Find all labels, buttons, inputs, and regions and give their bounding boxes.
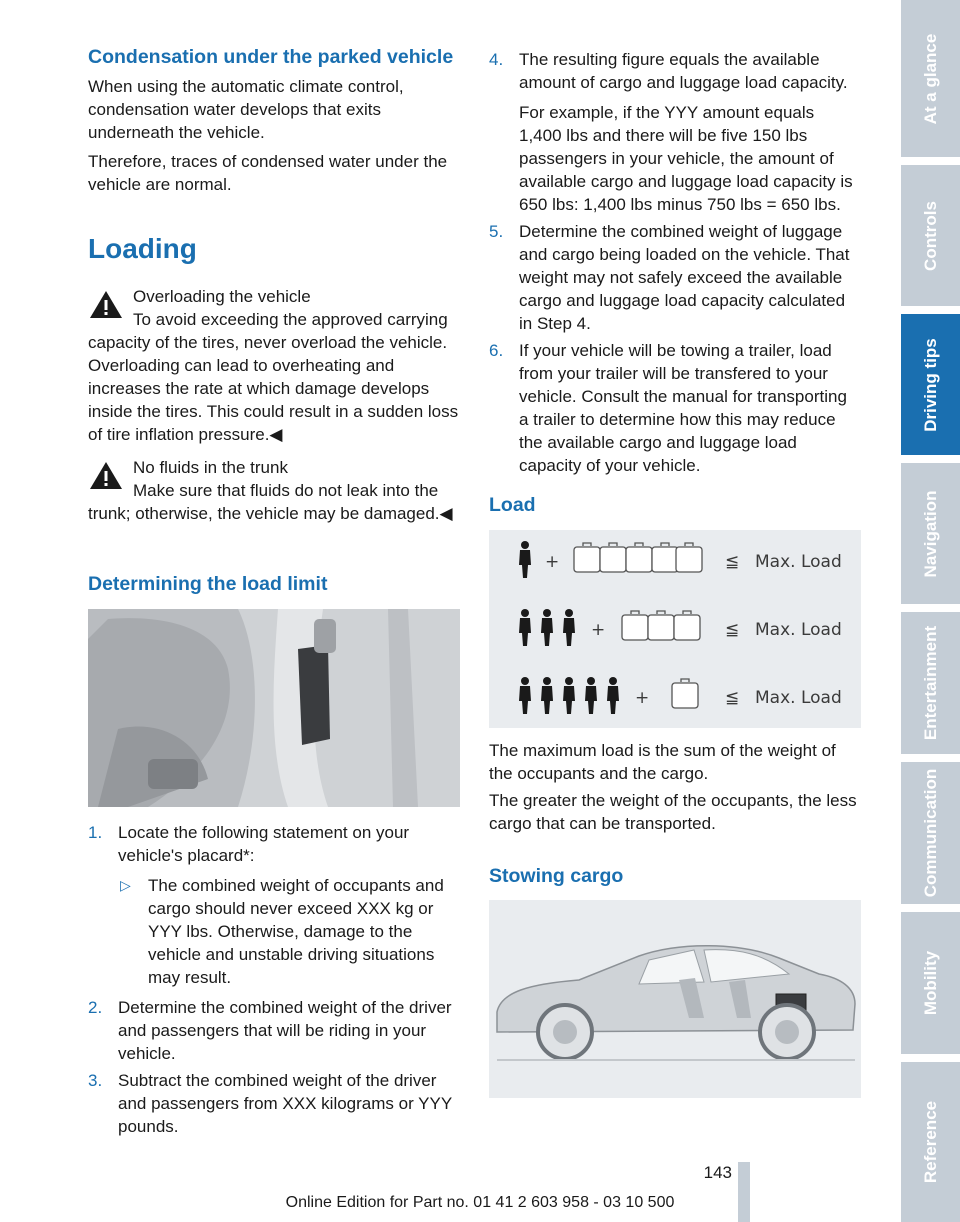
step-number: 5. [489,222,504,241]
step-text: Determine the combined weight of the driver and passengers that will be riding in your vehicle. [118,998,452,1063]
tab-entertainment[interactable]: Entertainment [901,612,960,754]
tab-mobility[interactable]: Mobility [901,912,960,1054]
step-text: If your vehicle will be towing a trailer, load from your trailer will be transfered to your vehicle. Consult the manual for transporting a trailer to determine how this may reduce the available cargo and luggage load capacity of your vehicle. [519,341,847,475]
bullet-triangle-icon: ▷ [120,877,131,893]
car-cutaway-graphic [489,900,861,1098]
warning-text: To avoid exceeding the approved carrying capacity of the tires, never overload the vehicle. Overloading can lead to overheating and increases the rate at which damage develops inside the tires. This could result in a sudden loss of tire inflation pressure.◀ [88,310,459,444]
less-or-equal-sign: ≦ [725,620,740,640]
step-item [489,339,861,477]
tab-reference[interactable]: Reference [901,1062,960,1222]
load-row-3 [519,677,842,714]
plus-sign: + [591,620,606,640]
load-row-1 [519,541,842,578]
page-number: 143 [703,1163,732,1182]
warning-fluids [88,456,460,525]
page-number-bar [738,1162,750,1222]
step-number: 1. [88,823,103,842]
load-limit-heading: Determining the load limit [88,573,328,595]
tab-communication[interactable]: Communication [901,762,960,904]
condensation-heading: Condensation under the parked vehicle [88,46,454,68]
less-or-equal-sign: ≦ [725,552,740,572]
placard-photo [88,609,460,807]
load-diagram-graphic [489,530,861,728]
warning-triangle-icon [88,289,124,321]
load-diagram [489,530,861,728]
max-load-label: Max. Load [755,552,842,572]
bullet-text: The combined weight of occupants and cargo should never exceed XXX kg or YYY lbs. Otherwise, damage to the vehicle and unstable driving situations may result. [148,876,444,987]
loading-heading: Loading [88,233,197,264]
footer: Online Edition for Part no. 01 41 2 603 958 - 03 10 500 [285,1194,675,1211]
step-text: The resulting figure equals the available amount of cargo and luggage load capacity. [519,50,848,92]
tab-navigation[interactable]: Navigation [901,463,960,604]
warning-overloading [88,285,460,446]
plus-sign: + [545,552,560,572]
step-example: For example, if the YYY amount equals 1,400 lbs and there will be five 150 lbs passengers in your vehicle, the amount of available cargo and luggage load capacity is 650 lbs: 1,400 lbs minus 750 lbs = 650 lbs. [519,103,853,214]
step-item [88,996,460,1065]
step-number: 4. [489,50,504,69]
step-text: Locate the following statement on your vehicle's placard*: [118,823,410,865]
step-number: 2. [88,998,103,1017]
step-item [88,1069,460,1138]
tab-driving-tips[interactable]: Driving tips [901,314,960,455]
step-item [489,48,861,216]
load-paragraph-2: The greater the weight of the occupants, the less cargo that can be transported. [489,791,857,833]
step-number: 3. [88,1071,103,1090]
stowing-heading: Stowing cargo [489,865,624,887]
step-text: Determine the combined weight of luggage and cargo being loaded on the vehicle. That weight may not safely exceed the available cargo and luggage load capacity calculated in Step 4. [519,222,850,333]
car-door-seat-image [88,609,460,807]
chapter-tabs [900,0,960,1222]
condensation-paragraph-2: Therefore, traces of condensed water under the vehicle are normal. [88,152,448,194]
step-number: 6. [489,341,504,360]
warning-text: Make sure that fluids do not leak into the trunk; otherwise, the vehicle may be damaged.◀ [88,481,453,523]
warning-title: No fluids in the trunk [133,458,288,477]
step-item [489,220,861,335]
warning-triangle-icon [88,460,124,492]
load-row-2 [519,609,842,646]
load-paragraph-1: The maximum load is the sum of the weight of the occupants and the cargo. [489,741,836,783]
tab-at-a-glance[interactable]: At a glance [901,0,960,157]
step-text: Subtract the combined weight of the driver and passengers from XXX kilograms or YYY pounds. [118,1071,452,1136]
less-or-equal-sign: ≦ [725,688,740,708]
warning-title: Overloading the vehicle [133,287,311,306]
load-heading: Load [489,494,536,516]
placard-statement [118,874,460,989]
tab-controls[interactable]: Controls [901,165,960,306]
condensation-paragraph-1: When using the automatic climate control, condensation water develops that exits underneath the vehicle. [88,77,404,142]
max-load-label: Max. Load [755,688,842,708]
load-limit-steps-continued [489,48,861,481]
step-item [88,821,460,989]
stowing-car-image [489,900,861,1098]
max-load-label: Max. Load [755,620,842,640]
load-limit-steps [88,821,460,1142]
plus-sign: + [635,688,650,708]
